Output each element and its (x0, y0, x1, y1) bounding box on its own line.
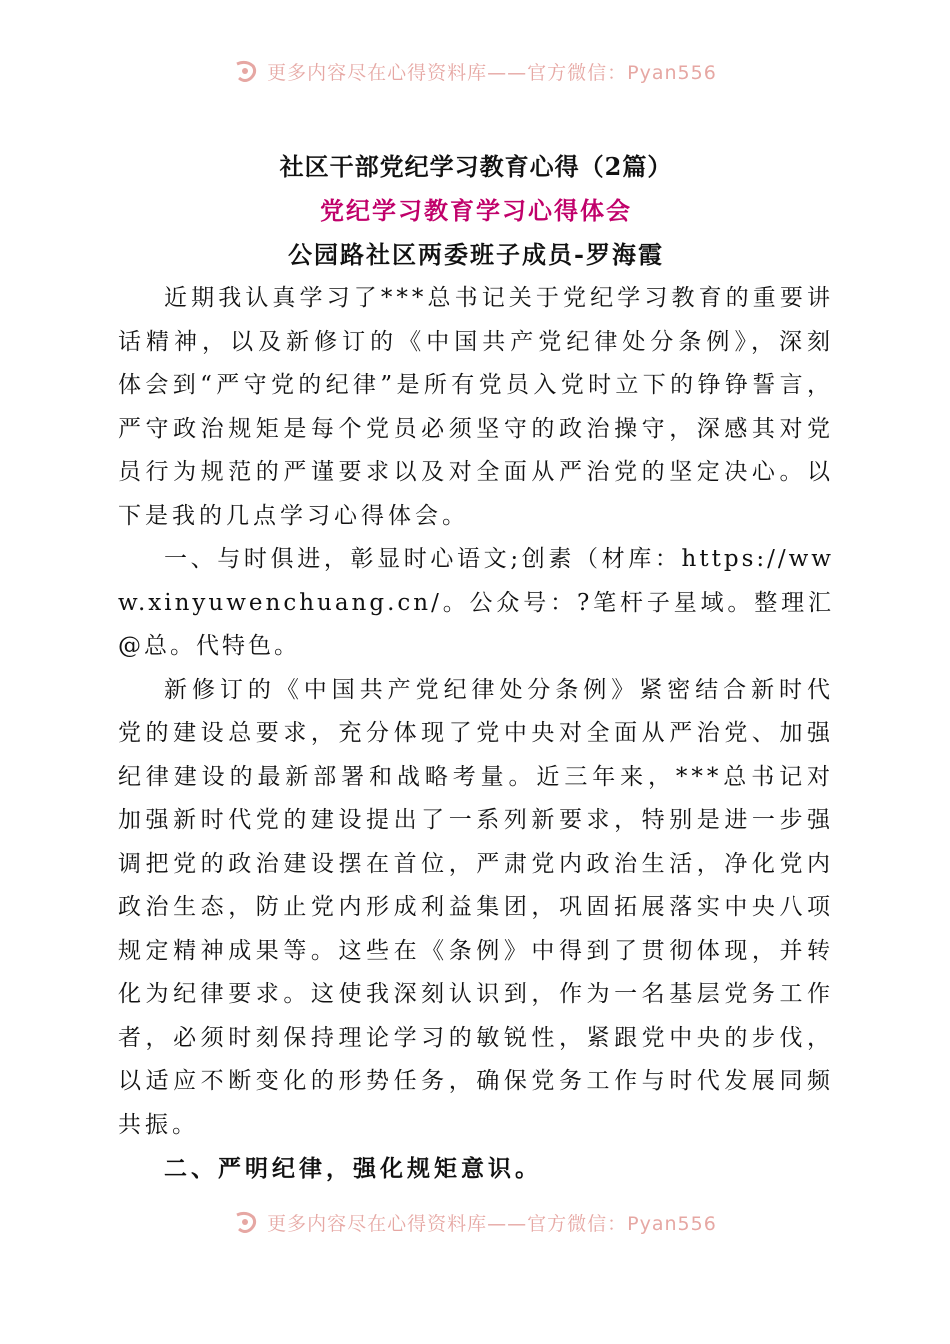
paragraph-body: 新修订的《中国共产党纪律处分条例》紧密结合新时代党的建设总要求，充分体现了党中央对全面从严治党、加强纪律建设的最新部署和战略考量。近三年来，***总书记对加强新时代党的建设提出了一系列新要求，特别是进一步强调把党的政治建设摆在首位，严肃党内政治生活，净化党内政治生态，防止党内形成利益集团，巩固拓展落实中央八项规定精神成果等。这些在《条例》中得到了贯彻体现，并转化为纪律要求。这使我深刻认识到，作为一名基层党务工作者，必须时刻保持理论学习的敏锐性，紧跟党中央的步伐，以适应不断变化的形势任务，确保党务工作与时代发展同频共振。 (118, 676, 834, 1138)
paragraph-intro: 近期我认真学习了***总书记关于党纪学习教育的重要讲话精神，以及新修订的《中国共产党纪律处分条例》，深刻体会到“严守党的纪律”是所有党员入党时立下的铮铮誓言，严守政治规矩是每个党员必须坚守的政治操守，深感其对党员行为规范的严谨要求以及对全面从严治党的坚定决心。以下是我的几点学习心得体会。 (118, 285, 834, 529)
watermark-header (0, 56, 950, 86)
watermark-logo-icon (233, 58, 259, 84)
watermark-text: 更多内容尽在心得资料库——官方微信：Pyan556 (267, 61, 717, 84)
paragraph-section-one: 一、与时俱进，彰显时心语文;创素（材库：https://www.xinyuwenchuang.cn/。公众号：?笔杆子星域。整理汇@总。代特色。 (118, 546, 834, 659)
section-heading-two: 二、严明纪律，强化规矩意识。 (164, 1155, 542, 1182)
watermark-logo-icon (233, 1209, 259, 1235)
document-title: 社区干部党纪学习教育心得（2篇） (279, 152, 673, 181)
document-body (118, 145, 834, 1191)
watermark-footer (0, 1207, 950, 1237)
document-subtitle: 党纪学习教育学习心得体会 (320, 196, 632, 225)
document-author: 公园路社区两委班子成员-罗海霞 (288, 240, 664, 269)
watermark-text: 更多内容尽在心得资料库——官方微信：Pyan556 (267, 1212, 717, 1235)
